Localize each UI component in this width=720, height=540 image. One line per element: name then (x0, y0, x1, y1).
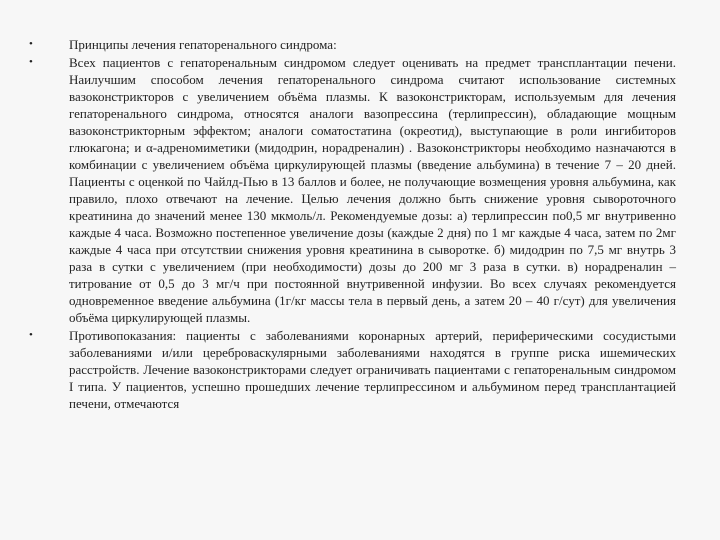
bullet-icon: • (29, 38, 33, 50)
bullet-text: Противопоказания: пациенты с заболеваниями коронарных артерий, периферическими сосудистыми заболеваниями и/или цереброваскулярными заболеваниями находятся в группе риска ишемических расстройств. Лечение вазоконстрикторами следует ограничивать пациентами с гепаторенальным синдромом I типа. У пациентов, успешно прошедших лечение терлипрессином и альбумином перед трансплантацией печени, отмечаются (69, 328, 676, 411)
bullet-icon: • (29, 329, 33, 341)
bullet-item-principles (24, 36, 676, 53)
bullet-item-treatment (24, 54, 676, 326)
bullet-item-contraindications (24, 327, 676, 412)
bullet-icon: • (29, 56, 33, 68)
bullet-text: Всех пациентов с гепаторенальным синдромом следует оценивать на предмет трансплантации печени. Наилучшим способом лечения гепаторенального синдрома считают использование системных вазоконстрикторов с увеличением объёма плазмы. К вазоконстрикторам, используемым для лечения гепаторенального синдрома, относятся аналоги вазопрессина (терлипрессин), обладающие мощным вазоконстрикторным эффектом; аналоги соматостатина (окреотид), выступающие в роли ингибиторов глюкагона; и α-адреномиметики (мидодрин, норадреналин) . Вазоконстрикторы необходимо назначаются в комбинации с увеличением объёма циркулирующей плазмы (введение альбумина) в течение 7 – 20 дней. Пациенты с оценкой по Чайлд-Пью в 13 баллов и более, не получающие возмещения уровня альбумина, как правило, плохо отвечают на лечение. Целью лечения должно быть снижение уровня сывороточного креатинина до значений менее 130 мкмоль/л. Рекомендуемые дозы: а) терлипрессин по0,5 мг внутривенно каждые 4 часа. Возможно постепенное увеличение дозы (каждые 2 дня) по 1 мг каждые 4 часа, затем по 2мг каждые 4 часа при отсутствии снижения уровня креатинина в сыворотке. б) мидодрин по 7,5 мг внутрь 3 раза в сутки с увеличением (при необходимости) дозы до 200 мг 3 раза в сутки. в) норадреналин – титрование от 0,5 до 3 мг/ч при постоянной внутривенной инфузии. Во всех случаях рекомендуется одновременное введение альбумина (1г/кг массы тела в первый день, а затем 20 – 40 г/сут) для увеличения объёма циркулирующей плазмы. (69, 55, 676, 325)
bullet-text: Принципы лечения гепаторенального синдрома: (69, 37, 337, 52)
bullet-list (24, 36, 676, 412)
